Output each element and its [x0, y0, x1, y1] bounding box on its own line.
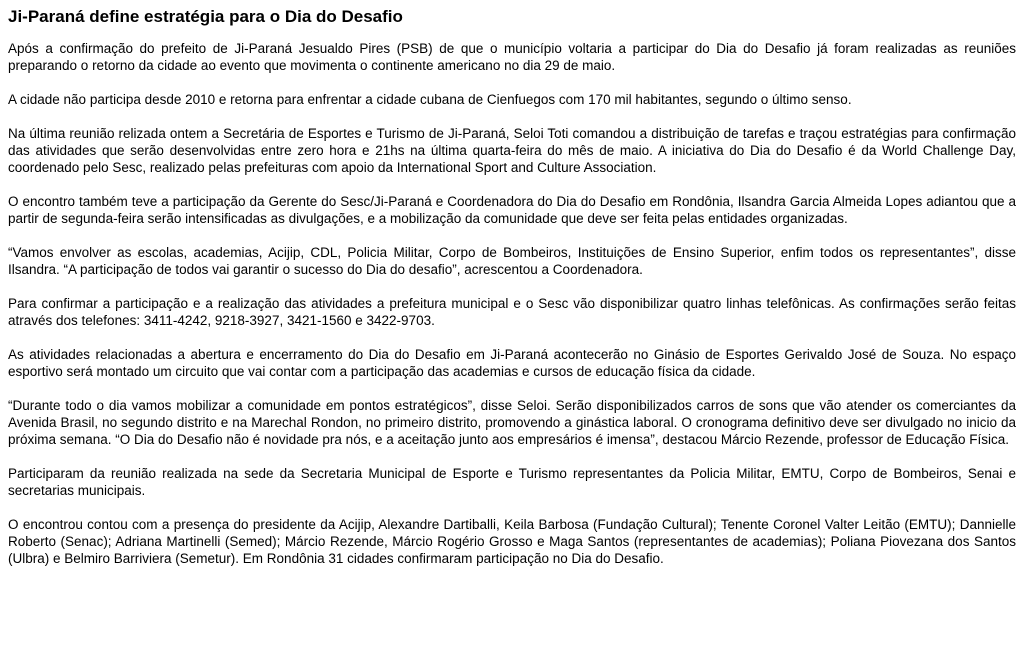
article-paragraph: Na última reunião relizada ontem a Secretária de Esportes e Turismo de Ji-Paraná, Seloi Toti comandou a distribuição de tarefas e traçou estratégias para confirmação das atividades que serão desenvolvidas entre zero hora e 21hs na última quarta-feira do mês de maio. A iniciativa do Dia do Desafio é da World Challenge Day, coordenado pelo Sesc, realizado pelas prefeituras com apoio da International Sport and Culture Association. [8, 126, 1016, 175]
article-paragraph: O encontrou contou com a presença do presidente da Acijip, Alexandre Dartiballi, Keila Barbosa (Fundação Cultural); Tenente Coronel Valter Leitão (EMTU); Dannielle Roberto (Senac); Adriana Martinelli (Semed); Márcio Rezende, Márcio Rogério Grosso e Maga Santos (representantes de academias); Poliana Piovezana dos Santos (Ulbra) e Belmiro Barriviera (Semetur). Em Rondônia 31 cidades confirmaram participação no Dia do Desafio. [8, 517, 1016, 566]
article-paragraph: Para confirmar a participação e a realização das atividades a prefeitura municipal e o Sesc vão disponibilizar quatro linhas telefônicas. As confirmações serão feitas através dos telefones: 3411-4242, 9218-3927, 3421-1560 e 3422-9703. [8, 296, 1016, 328]
article-paragraph: Após a confirmação do prefeito de Ji-Paraná Jesualdo Pires (PSB) de que o município voltaria a participar do Dia do Desafio já foram realizadas as reuniões preparando o retorno da cidade ao evento que movimenta o continente americano no dia 29 de maio. [8, 41, 1016, 73]
article-paragraph: As atividades relacionadas a abertura e encerramento do Dia do Desafio em Ji-Paraná acontecerão no Ginásio de Esportes Gerivaldo José de Souza. No espaço esportivo será montado um circuito que vai contar com a participação das academias e cursos de educação física da cidade. [8, 347, 1016, 379]
article-paragraph: Participaram da reunião realizada na sede da Secretaria Municipal de Esporte e Turismo representantes da Policia Militar, EMTU, Corpo de Bombeiros, Senai e secretarias municipais. [8, 466, 1016, 498]
article-paragraph: “Durante todo o dia vamos mobilizar a comunidade em pontos estratégicos”, disse Seloi. Serão disponibilizados carros de sons que vão atender os comerciantes da Avenida Brasil, no segundo distrito e na Marechal Rondon, no primeiro distrito, promovendo a ginástica laboral. O cronograma definitivo deve ser divulgado no inicio da próxima semana. “O Dia do Desafio não é novidade pra nós, e a aceitação junto aos empresários é imensa”, destacou Márcio Rezende, professor de Educação Física. [8, 398, 1016, 447]
article-title: Ji-Paraná define estratégia para o Dia do Desafio [8, 7, 403, 26]
article-body [8, 40, 1016, 567]
article-paragraph: “Vamos envolver as escolas, academias, Acijip, CDL, Policia Militar, Corpo de Bombeiros, Instituições de Ensino Superior, enfim todos os representantes”, disse Ilsandra. “A participação de todos vai garantir o sucesso do Dia do desafio”, acrescentou a Coordenadora. [8, 245, 1016, 277]
article-paragraph: A cidade não participa desde 2010 e retorna para enfrentar a cidade cubana de Cienfuegos com 170 mil habitantes, segundo o último senso. [8, 92, 852, 107]
article-paragraph: O encontro também teve a participação da Gerente do Sesc/Ji-Paraná e Coordenadora do Dia do Desafio em Rondônia, Ilsandra Garcia Almeida Lopes adiantou que a partir de segunda-feira serão intensificadas as divulgações, e a mobilização da comunidade que deve ser feita pelas entidades organizadas. [8, 194, 1016, 226]
